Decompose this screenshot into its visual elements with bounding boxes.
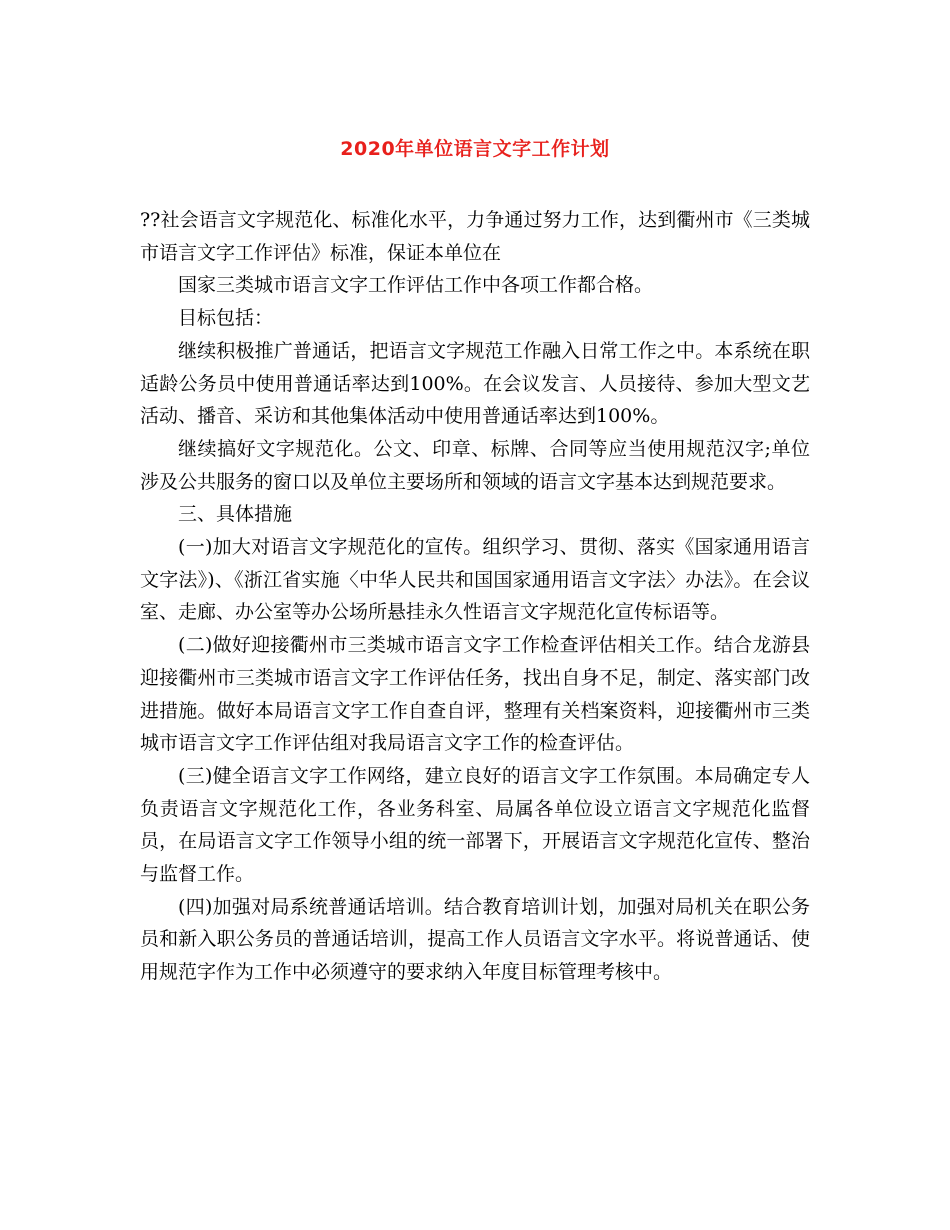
paragraph-10: (四)加强对局系统普通话培训。结合教育培训计划，加强对局机关在职公务员和新入职公务员的普通话培训，提高工作人员语言文字水平。将说普通话、使用规范字作为工作中必须遵守的要求纳入年度目标管理考核中。 bbox=[140, 895, 810, 984]
section-heading: 三、具体措施 bbox=[178, 503, 293, 526]
paragraph-7: (一)加大对语言文字规范化的宣传。组织学习、贯彻、落实《国家通用语言文字法》)、《浙江省实施〈中华人民共和国国家通用语言文字法〉办法》。在会议室、走廊、办公室等办公场所悬挂永久性语言文字规范化宣传标语等。 bbox=[140, 536, 810, 624]
paragraph-5: 继续搞好文字规范化。公文、印章、标牌、合同等应当使用规范汉字;单位涉及公共服务的窗口以及单位主要场所和领域的语言文字基本达到规范要求。 bbox=[140, 437, 810, 493]
paragraph-2: 国家三类城市语言文字工作评估工作中各项工作都合格。 bbox=[178, 274, 654, 297]
paragraph-4: 继续积极推广普通话，把语言文字规范工作融入日常工作之中。本系统在职适龄公务员中使用普通话率达到100%。在会议发言、人员接待、参加大型文艺活动、播音、采访和其他集体活动中使用普通话率达到100%。 bbox=[140, 339, 810, 428]
paragraph-3: 目标包括： bbox=[178, 307, 274, 330]
document-body bbox=[140, 204, 810, 989]
paragraph-1: ??社会语言文字规范化、标准化水平，力争通过努力工作，达到衢州市《三类城市语言文字工作评估》标准，保证本单位在 bbox=[140, 209, 810, 264]
document-title: 2020年单位语言文字工作计划 bbox=[340, 138, 610, 160]
paragraph-9: (三)健全语言文字工作网络，建立良好的语言文字工作氛围。本局确定专人负责语言文字规范化工作，各业务科室、局属各单位设立语言文字规范化监督员，在局语言文字工作领导小组的统一部署下，开展语言文字规范化宣传、整治与监督工作。 bbox=[140, 764, 810, 886]
paragraph-8: (二)做好迎接衢州市三类城市语言文字工作检查评估相关工作。结合龙游县迎接衢州市三类城市语言文字工作评估任务，找出自身不足，制定、落实部门改进措施。做好本局语言文字工作自查自评，整理有关档案资料，迎接衢州市三类城市语言文字工作评估组对我局语言文字工作的检查评估。 bbox=[140, 634, 810, 755]
